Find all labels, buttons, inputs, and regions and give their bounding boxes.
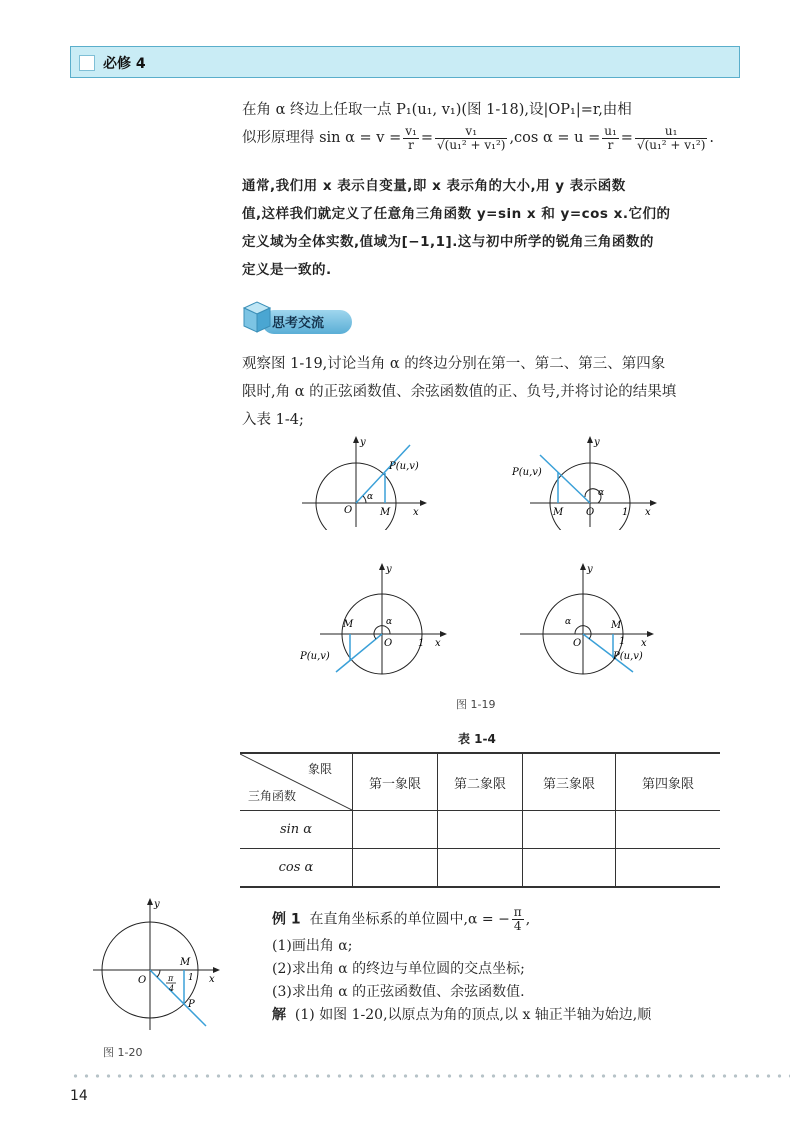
x-axis-label: x [413,507,419,518]
one-label: 1 [188,973,194,983]
cube-icon [242,300,272,334]
figure-quadrant-3 [300,562,450,681]
table-cell[interactable] [523,811,616,849]
paragraph-observe [242,350,722,434]
fraction [512,906,524,933]
solution-text: (1) 如图 1-20,以原点为角的顶点,以 x 轴正半轴为始边,顺 [294,1007,652,1023]
frac-num: u₁ [635,125,707,139]
point-label: P(u,v) [512,467,542,478]
header-title: 必修 4 [103,56,146,72]
figure-caption: 图 1-19 [456,698,496,711]
sign-table [240,752,720,888]
m-label: M [180,957,191,968]
table-cell[interactable] [353,811,438,849]
frac-num: v₁ [435,125,507,139]
header-square-icon [79,55,95,71]
solution-label: 解 [272,1007,286,1023]
think-label: 思考交流 [272,316,325,331]
para2-line: 通常,我们用 x 表示自变量,即 x 表示角的大小,用 y 表示函数 [242,178,626,194]
y-axis-label: y [594,437,600,448]
fraction [403,125,419,152]
table-cell[interactable] [616,811,721,849]
figure-1-20-caption: 图 1-20 [103,1046,143,1059]
y-axis-label: y [386,564,392,575]
corner-top-label: 象限 [307,762,332,776]
angle-label: α [565,617,572,627]
think-discuss-badge [242,300,352,336]
one-label: 1 [418,638,425,649]
column-header: 第一象限 [353,753,438,811]
table-cell[interactable] [523,849,616,888]
frac-den: 4 [513,919,522,933]
angle-label: α [367,492,374,502]
para3-line: 限时,角 α 的正弦函数值、余弦函数值的正、负号,并将讨论的结果填 [242,384,677,400]
point-label: P(u,v) [613,651,643,662]
frac-den: √(u₁² + v₁²) [437,137,506,152]
para1-sin-lead: 似形原理得 sin α = v = [242,130,402,146]
table-title: 表 1-4 [458,732,496,746]
figure-1-20 [88,895,223,1039]
origin-label: O [573,638,582,649]
figure-quadrant-4 [515,562,660,681]
example-item: (1)画出角 α; [272,938,353,954]
column-header: 第二象限 [438,753,523,811]
figure-quadrant-1 [300,435,430,534]
para2-line: 定义域为全体实数,值域为[−1,1].这与初中所学的锐角三角函数的 [242,234,654,250]
example-item: (2)求出角 α 的终边与单位圆的交点坐标; [272,961,525,977]
angle-label: α [386,617,393,627]
origin-label: O [138,975,147,986]
dotted-rule [70,1074,790,1078]
x-axis-label: x [641,638,647,649]
para3-line: 入表 1-4; [242,412,304,428]
para1-end: . [709,130,714,146]
angle-num: π [168,974,174,983]
row-header: cos α [240,849,353,888]
frac-num: u₁ [604,123,617,138]
frac-den: r [607,137,614,152]
example-statement [272,906,732,933]
column-header: 第三象限 [523,753,616,811]
angle-den: 4 [169,984,175,993]
table-row [240,811,720,849]
x-axis-label: x [435,638,441,649]
origin-label: O [344,505,353,516]
column-header: 第四象限 [616,753,721,811]
frac-num: v₁ [405,123,417,138]
table-row [240,849,720,888]
corner-bottom-label: 三角函数 [248,789,297,803]
example-text: 在直角坐标系的单位圆中,α = − [309,911,510,928]
para2-line: 定义是一致的. [242,262,332,278]
origin-label: O [586,507,595,518]
table-header-row [240,753,720,811]
y-axis-label: y [360,437,366,448]
row-header: sin α [240,811,353,849]
page-number: 14 [70,1088,88,1104]
para1-cos-lead: ,cos α = u = [509,130,601,146]
m-label: M [553,507,564,518]
angle-label: α [598,488,605,498]
point-label: P(u,v) [300,651,330,662]
figure-quadrant-2 [510,435,660,534]
x-axis-label: x [209,974,215,985]
origin-label: O [384,638,393,649]
x-axis-label: x [645,507,651,518]
example-label: 例 1 [272,911,301,928]
example-item: (3)求出角 α 的正弦函数值、余弦函数值. [272,984,525,1000]
paragraph-definition [242,96,722,152]
para1-line1: 在角 α 终边上任取一点 P₁(u₁, v₁)(图 1-18),设|OP₁|=r,由相 [242,102,632,118]
y-axis-label: y [154,899,160,910]
diagonal-header-cell [240,753,353,811]
table-cell[interactable] [438,849,523,888]
p-label: P [188,999,195,1010]
solution-line [272,1004,732,1027]
table-cell[interactable] [353,849,438,888]
y-axis-label: y [587,564,593,575]
fraction [602,125,619,152]
para2-line: 值,这样我们就定义了任意角三角函数 y=sin x 和 y=cos x.它们的 [242,206,671,222]
table-cell[interactable] [616,849,721,888]
example-end: , [525,911,531,928]
para1-line2: 似形原理得 sin α = v = $\frac{\text{v₁}}{r}$ = $\frac{\text{v₁}}{\text{√(u₁² + v₁²)}}$ ,cos α = u = $\frac{\text{u₁}}{r}$ = $\frac{\text{u₁}}{\text{√(u₁² + v₁²)}}$ . [242,123,714,152]
frac-den: r [408,137,414,152]
m-label: M [380,507,391,518]
header-bar [70,46,740,78]
frac-num: π [513,905,522,919]
m-label: M [343,619,354,630]
fraction [435,125,507,152]
fraction [635,125,707,152]
frac-den: √(u₁² + v₁²) [636,137,706,152]
table-cell[interactable] [438,811,523,849]
one-label: 1 [619,636,626,647]
one-label: 1 [622,507,629,518]
example-1 [272,906,732,1027]
paragraph-domain-range [242,172,722,284]
point-label: P(u,v) [389,461,419,472]
para3-line: 观察图 1-19,讨论当角 α 的终边分别在第一、第二、第三、第四象 [242,356,666,372]
m-label: M [611,620,622,631]
